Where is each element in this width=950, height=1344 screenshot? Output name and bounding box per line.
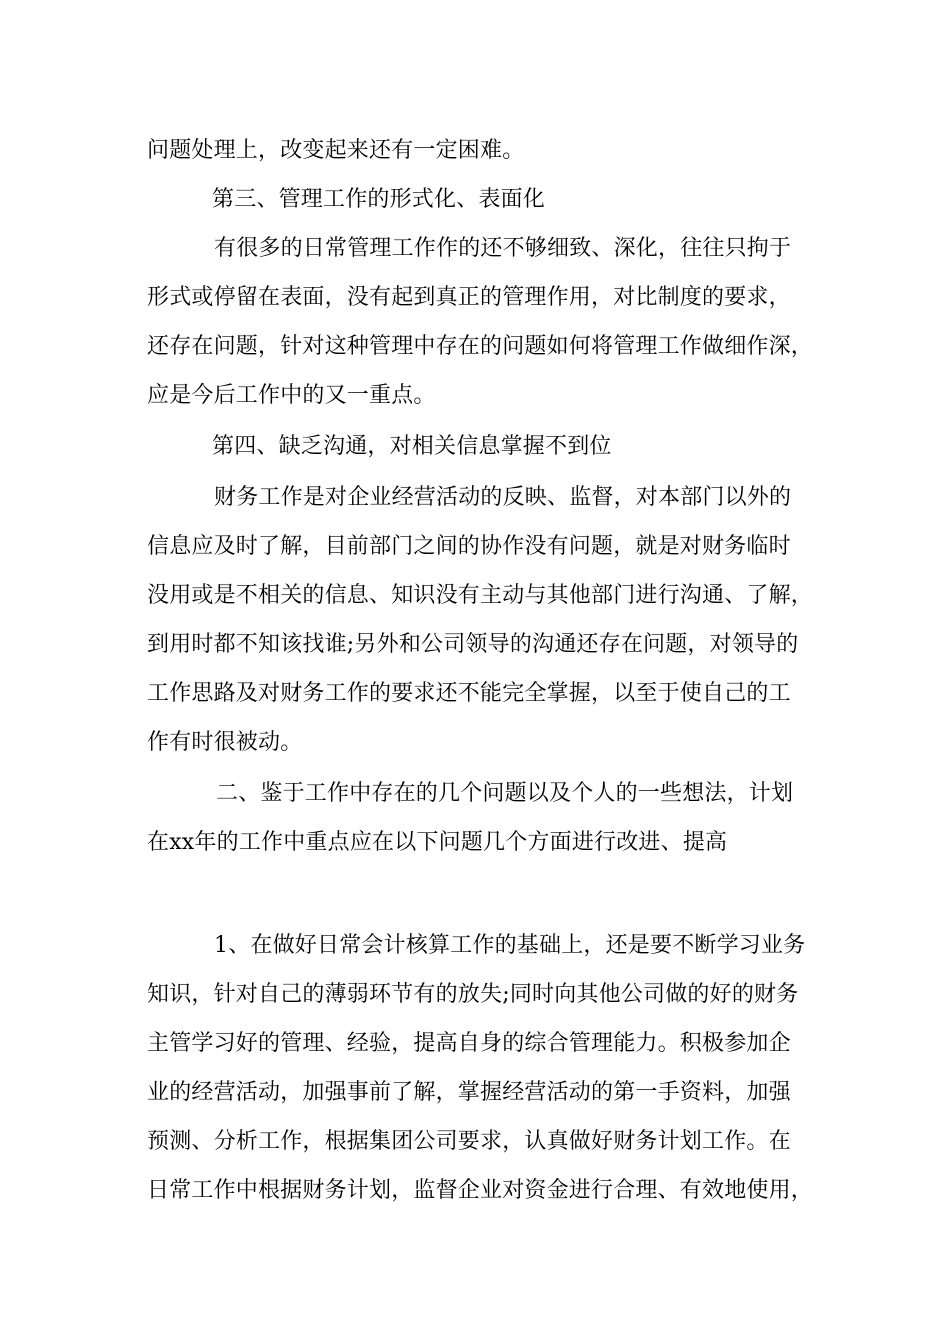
text-line: 知识，针对自己的薄弱环节有的放失;同时向其他公司做的好的财务	[147, 982, 799, 1007]
text-line: 没用或是不相关的信息、知识没有主动与其他部门进行沟通、了解，	[147, 583, 814, 608]
section-heading: 第三、管理工作的形式化、表面化	[212, 187, 546, 212]
text-line: 日常工作中根据财务计划，监督企业对资金进行合理、有效地使用，	[147, 1178, 814, 1203]
section-heading: 二、鉴于工作中存在的几个问题以及个人的一些想法，计划	[216, 781, 794, 806]
text-line: 有很多的日常管理工作作的还不够细致、深化，往往只拘于	[214, 236, 792, 261]
section-heading: 第四、缺乏沟通，对相关信息掌握不到位	[212, 434, 612, 459]
section-heading: 在xx年的工作中重点应在以下问题几个方面进行改进、提高	[147, 830, 728, 855]
text-line: 还存在问题，针对这种管理中存在的问题如何将管理工作做细作深，	[147, 334, 814, 359]
text-line: 到用时都不知该找谁;另外和公司领导的沟通还存在问题，对领导的	[147, 632, 799, 657]
text-line: 预测、分析工作，根据集团公司要求，认真做好财务计划工作。在	[147, 1129, 791, 1154]
text-line: 工作思路及对财务工作的要求还不能完全掌握，以至于使自己的工	[147, 681, 791, 706]
text-line: 应是今后工作中的又一重点。	[147, 383, 436, 408]
text-line: 主管学习好的管理、经验，提高自身的综合管理能力。积极参加企	[147, 1031, 791, 1056]
text-line: 形式或停留在表面，没有起到真正的管理作用，对比制度的要求，	[147, 285, 791, 310]
text-line: 作有时很被动。	[147, 730, 303, 755]
text-line: 信息应及时了解，目前部门之间的协作没有问题，就是对财务临时	[147, 534, 791, 559]
text-line: 问题处理上，改变起来还有一定困难。	[147, 138, 525, 163]
text-line: 财务工作是对企业经营活动的反映、监督，对本部门以外的	[214, 485, 792, 510]
text-line: 业的经营活动，加强事前了解，掌握经营活动的第一手资料，加强	[147, 1080, 791, 1105]
text-line: 1、在做好日常会计核算工作的基础上，还是要不断学习业务	[214, 933, 806, 958]
